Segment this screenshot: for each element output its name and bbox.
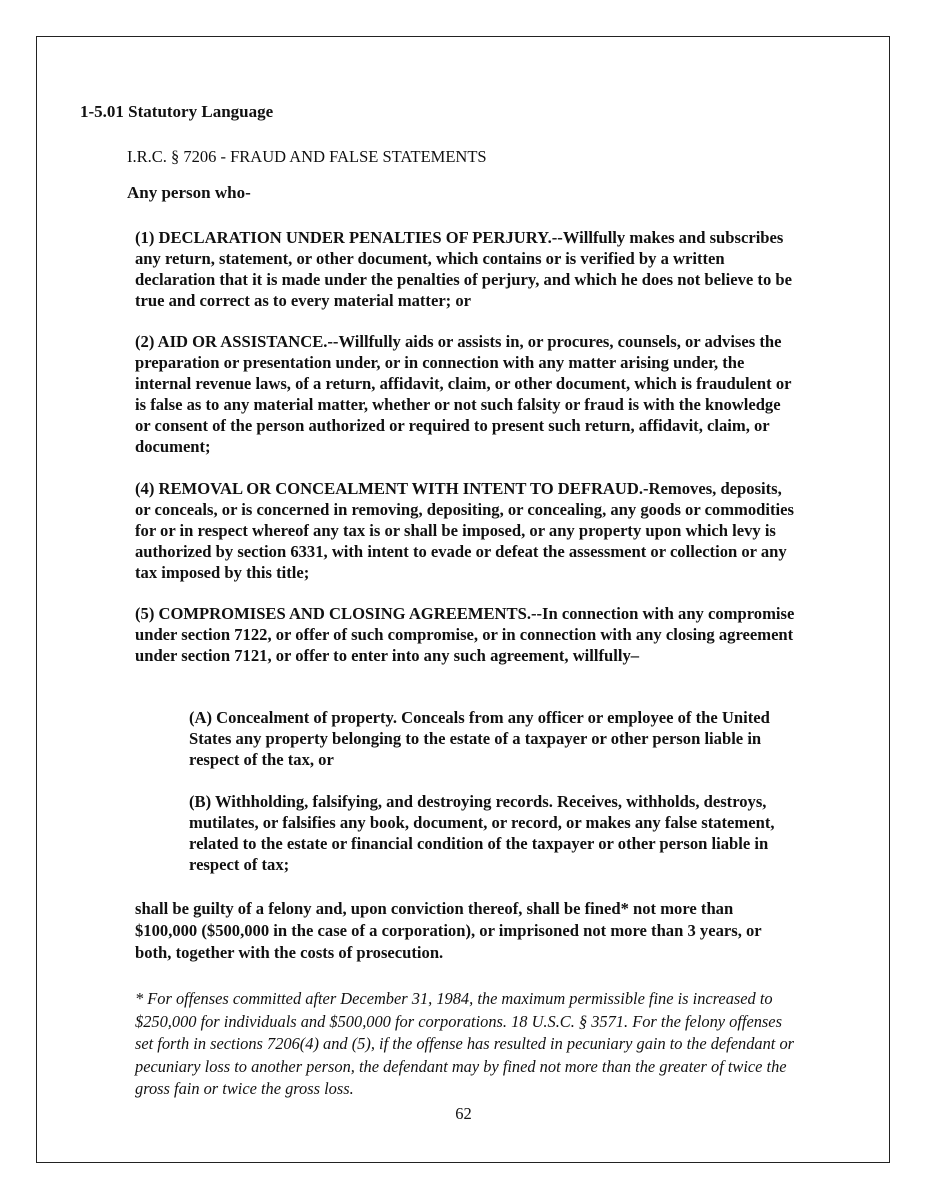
paragraph-5-compromises: (5) COMPROMISES AND CLOSING AGREEMENTS.--In connection with any compromise under section 7122, or offer of such compromise, or in connection with any closing agreement under section 7121, or offer to enter into any such agreement, willfully– bbox=[135, 604, 795, 665]
paragraph-1-declaration: (1) DECLARATION UNDER PENALTIES OF PERJURY.--Willfully makes and subscribes any return, statement, or other document, which contains or is verified by a written declaration that it is made under the penalties of perjury, and which he does not believe to be true and correct as to every material matter; or bbox=[135, 228, 792, 310]
intro-text: Any person who- bbox=[127, 183, 251, 202]
paragraph-4-removal-or-concealment: (4) REMOVAL OR CONCEALMENT WITH INTENT TO DEFRAUD.-Removes, deposits, or conceals, or is concerned in removing, depositing, or concealing, any goods or commodities for or in respect whereof any tax is or shall be imposed, or any property upon which levy is authorized by section 6331, with intent to evade or defeat the assessment or collection or any tax imposed by this title; bbox=[135, 479, 794, 582]
subparagraph-a-concealment: (A) Concealment of property. Conceals from any officer or employee of the United States any property belonging to the estate of a taxpayer or other person liable in respect of the tax, or bbox=[189, 708, 770, 769]
paragraph-2-aid-or-assistance: (2) AID OR ASSISTANCE.--Willfully aids or assists in, or procures, counsels, or advises the preparation or presentation under, or in connection with any matter arising under, the internal revenue laws, of a return, affidavit, claim, or other document, which is fraudulent or is false as to any material matter, whether or not such falsity or fraud is with the knowledge or consent of the person authorized or required to present such return, affidavit, claim, or document; bbox=[135, 332, 792, 456]
penalty-clause: shall be guilty of a felony and, upon conviction thereof, shall be fined* not more than $100,000 ($500,000 in the case of a corporation), or imprisoned not more than 3 years, or both, together with the costs of prosecution. bbox=[135, 899, 762, 962]
page-number: 62 bbox=[455, 1104, 472, 1123]
footnote: * For offenses committed after December 31, 1984, the maximum permissible fine is increased to $250,000 for individuals and $500,000 for corporations. 18 U.S.C. § 3571. For the felony offenses set forth in sections 7206(4) and (5), if the offense has resulted in pecuniary gain to the defendant or pecuniary loss to another person, the defendant may by fined not more than the greater of twice the gross fain or twice the gross loss. bbox=[135, 989, 795, 1099]
subparagraph-b-withholding: (B) Withholding, falsifying, and destroying records. Receives, withholds, destroys, mutilates, or falsifies any book, document, or record, or makes any false statement, related to the estate or financial condition of the taxpayer or other person liable in respect of tax; bbox=[189, 792, 775, 874]
statute-title: I.R.C. § 7206 - FRAUD AND FALSE STATEMENTS bbox=[127, 147, 487, 166]
section-heading: 1-5.01 Statutory Language bbox=[80, 102, 274, 121]
